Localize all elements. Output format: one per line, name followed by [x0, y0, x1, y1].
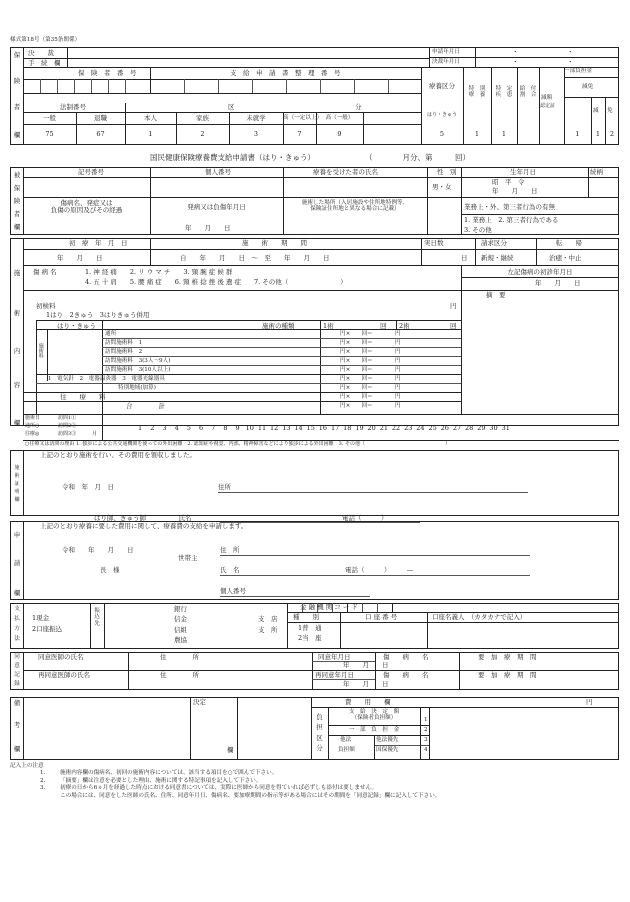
oryo-reason: ○往療又は訪問の理由 1. 独歩による公共交通機関を使っての外出困難 2. 認知症や視覚、内部、精神障害などにより独歩による外出困難 3. その他（ ） — [25, 441, 451, 447]
shoryo-value: 年 月 日 — [57, 254, 103, 262]
day-1: 1 — [138, 424, 143, 432]
hassho-date-value: 年 月 日 — [185, 224, 231, 232]
notes-heading: 記入上の注意 — [10, 763, 44, 769]
code-3: 3 — [253, 130, 259, 138]
re-doctor-label: 再同意医師の氏名 — [38, 671, 90, 679]
tetsuzuki-label: 手 続 欄 — [28, 59, 61, 67]
seikyu-kubun-label: 請求区分 — [481, 239, 507, 247]
danjo-value: 男・女 — [432, 183, 452, 191]
shoken-options: 1はり 2きゅう 3はりきゅう併用 — [46, 311, 150, 319]
patient-side-1: 被 — [13, 171, 21, 179]
insurer-side-2: 険 — [13, 77, 21, 85]
day-23: 23 — [404, 424, 413, 432]
jitsunissu-label: 実日数 — [424, 239, 444, 247]
row-homon-1: 訪問施術料 1 — [105, 340, 143, 346]
row-no-4: 4 — [424, 747, 428, 753]
cert-date: 令和 年 月 日 — [62, 483, 114, 491]
day-29: 29 — [477, 424, 486, 432]
app-side-1: 申 — [13, 531, 21, 539]
row-formula: 円× 回＝ 円 — [340, 394, 401, 400]
patient-side-4: 者 — [13, 210, 21, 218]
ichibu-futan-label: 一部負担金 — [564, 68, 592, 74]
col-honnin: 本人 — [144, 114, 157, 122]
day-12: 12 — [270, 424, 279, 432]
cert-side-3: 証 — [14, 481, 20, 487]
kyufu-bango-label: 支 給 申 請 書 整 理 番 号 — [230, 69, 341, 77]
note-num-2: 2. — [40, 777, 46, 784]
harikyu-label: はり・きゅう — [57, 322, 96, 330]
doctor-jusho-label: 住 所 — [160, 653, 199, 661]
gokei-label: 合 計 — [126, 402, 165, 410]
day-9: 9 — [235, 424, 240, 432]
day-26: 26 — [440, 424, 449, 432]
pay-side-3: 方 — [14, 626, 20, 632]
shinkin-label: 信金 — [174, 615, 187, 623]
form-title-month: （ 月分、第 回） — [365, 153, 470, 162]
note-num-1: 1. — [40, 770, 46, 777]
chiyu-chushi: 治癒・中止 — [549, 254, 582, 262]
tokubetsu-value: 1 — [474, 130, 480, 138]
patient-side-5: 欄 — [13, 223, 21, 231]
row-formula: 円× 回＝ 円 — [340, 349, 401, 355]
app-date: 令和 年 月 日 — [62, 546, 134, 554]
day-17: 17 — [330, 424, 340, 432]
gen-label: 減 — [593, 108, 599, 114]
pay-side-4: 法 — [14, 636, 20, 642]
code-75: 75 — [45, 130, 54, 138]
ryoyo-kubun-sub: はり・きゅう — [426, 112, 457, 118]
day-20: 20 — [367, 424, 376, 432]
consent-side-4: 録 — [14, 681, 20, 687]
gyomu-options-1: 1. 業務上 2. 第三者行為である — [464, 216, 559, 224]
day-3: 3 — [162, 424, 167, 432]
treatment-side-1: 施 — [13, 269, 21, 277]
diseases-row-2: 4. 五 十 肩 5. 腰 痛 症 6. 頸 椎 捻 挫 後 遺 症 7. その他（ ） — [85, 278, 347, 286]
byomei-label: 傷病名、発症又は 負傷の原因及びその経過 — [50, 199, 123, 215]
gyomu-label: 業務上・外、第三者行為の有無 — [464, 203, 555, 211]
remarks-side-1: 備 — [13, 699, 21, 707]
shoshin-label: 左記傷病の初診年月日 — [507, 268, 573, 276]
ryoyo-shimei-label: 療養を受けた者の氏名 — [313, 168, 378, 176]
app-statement: 上記のとおり療養に要した費用に関して、療養費の支給を申請します。 — [40, 522, 248, 530]
pay-opt-furikomi: 2口座振込 — [32, 625, 63, 633]
doi-date-label: 同意年月日 — [318, 653, 351, 661]
notes — [10, 763, 610, 800]
doctor-kikan-label: 要 加 療 期 間 — [478, 653, 537, 661]
remarks-side-2: 考 — [13, 721, 21, 729]
tokubetsu-label: 特 別 療 養 — [468, 86, 486, 99]
kettei-label: 決定 — [193, 698, 206, 706]
insurer-side-4: 欄 — [13, 131, 21, 139]
homon-3-label: 訪問3③ — [58, 431, 77, 437]
re-doctor-jusho-label: 住 所 — [160, 671, 199, 679]
app-side-2: 請 — [13, 559, 21, 567]
pay-opt-genkin: 1現金 — [32, 614, 50, 622]
futan-kubun-label: 負 担 区 分 — [316, 713, 323, 753]
sejutsubi-label: 施術日 — [25, 415, 41, 421]
cert-side-1: 施 — [14, 465, 20, 471]
shisetsu-label: 施術した場所（入居施設や住所地特例等、 保険証住所地と異なる場合に記載） — [301, 200, 409, 213]
day-21: 21 — [379, 424, 388, 432]
kojin-label: 個人番号 — [205, 168, 231, 176]
consent-side-1: 同 — [14, 654, 20, 660]
day-13: 13 — [282, 424, 291, 432]
re-doctor-byomei-label: 傷 病 名 — [383, 671, 429, 679]
row-homon-3b: 訪問施術料 3(10人以上) — [105, 367, 171, 373]
pay-side-1: 支 — [14, 606, 20, 612]
ginko-label: 銀行 — [174, 605, 187, 613]
shinki-keizoku: 新規・継続 — [481, 254, 514, 262]
patient-side-3: 険 — [13, 197, 21, 205]
cert-jusho-label: 住所 — [218, 483, 231, 491]
hokensha-bango-label: 保 険 者 番 号 — [78, 69, 137, 77]
bun-label: 分 — [355, 103, 362, 111]
row-tsusho: 通所 — [105, 331, 117, 337]
cert-denwa-label: 電話（ ） — [342, 514, 388, 522]
shoshin-value: 年 月 日 — [535, 279, 581, 287]
men-label: 免 — [607, 108, 613, 114]
insurer-side-1: 保 — [13, 51, 21, 59]
doi-date-value: 年 月 日 — [343, 661, 389, 669]
tsusho-mark-label: 通所○ — [25, 423, 40, 429]
taho-label: 他法 — [340, 737, 352, 743]
app-shimei-label: 氏 名 — [220, 566, 240, 574]
row-formula: 円× 回＝ 円 — [340, 340, 401, 346]
kinyu-code-label: 金 融 機 関 コ ー ド — [300, 603, 358, 611]
seibetsu-label: 性 別 — [437, 168, 457, 176]
day-30: 30 — [489, 424, 498, 432]
hassho-label: 発病又は負傷年月日 — [187, 203, 246, 211]
shurui-label: 施術の種類 — [262, 322, 295, 330]
tenki-label: 転 帰 — [556, 239, 582, 247]
ichijutsu-label: 1術 — [323, 322, 334, 330]
genseki-label: 減額 — [541, 95, 553, 101]
dot: ・ — [567, 48, 574, 56]
day-5: 5 — [186, 424, 191, 432]
row-formula: 円× 回＝ 円 — [340, 331, 401, 337]
day-25: 25 — [428, 424, 437, 432]
day-8: 8 — [223, 424, 228, 432]
hosei-bango-label: 法制番号 — [60, 103, 86, 111]
setainushi-label: 世帯主 — [178, 554, 198, 562]
furikomi-label: 振 込 先 — [94, 608, 100, 627]
kettei-ran-label: 欄 — [227, 746, 234, 754]
nijutsu-label: 2術 — [399, 322, 410, 330]
col-kou-ittei: 高（一定以上） — [283, 115, 323, 121]
hiyo-label: 費 用 欄 — [345, 698, 391, 706]
kikan-value: 自 年 月 日 〜 至 年 月 日 — [180, 254, 330, 262]
tekiyo-label: 摘 要 — [486, 291, 506, 299]
day-4: 4 — [174, 424, 179, 432]
hiyo-en: 円 — [586, 698, 593, 706]
ryoyo-value: 5 — [439, 130, 445, 138]
dot: ・ — [512, 58, 519, 66]
code-7: 7 — [297, 130, 302, 138]
col-kazoku: 家族 — [196, 114, 209, 122]
day-numbers — [134, 425, 512, 432]
genmen-label: 減免 — [582, 84, 594, 90]
nichi-label: 日 — [461, 254, 468, 262]
shiten-label: 支 店 — [258, 615, 278, 623]
meigi-label: 口座名義人 （カタカナで記入） — [432, 613, 527, 621]
nintei-label: 認定証 — [540, 103, 556, 109]
shobyomei-label: 傷 病 名 — [33, 268, 57, 276]
kai-label-2: 回 — [450, 322, 457, 330]
futangaku-label: 負担額 — [338, 747, 355, 753]
day-22: 22 — [391, 424, 401, 432]
form-title: 国民健康保険療養費支給申請書（はり・きゅう） — [150, 153, 315, 162]
row-formula: 円× 回＝ 円 — [340, 385, 401, 391]
code-9: 9 — [337, 130, 342, 138]
pay-side-2: 払 — [14, 616, 20, 622]
gen-nintei-value: 1 — [575, 130, 580, 138]
re-doi-date-label: 再同意年月日 — [315, 671, 354, 679]
homon-2-label: 訪問2② — [58, 423, 77, 429]
doctor-byomei-label: 傷 病 名 — [383, 653, 429, 661]
taho-yusen-label: 他法優先 — [376, 737, 399, 743]
row-homon-2: 訪問施術料 2 — [105, 349, 143, 355]
row-homon-3a: 訪問施術料 3(3人〜9人) — [105, 358, 171, 364]
seinen-label: 生年月日 — [510, 168, 536, 176]
shisho-label: 支 所 — [258, 626, 278, 634]
row-no-1: 1 — [424, 717, 428, 723]
consent-side-2: 意 — [14, 663, 20, 669]
day-7: 7 — [211, 424, 216, 432]
kyufu-wariai-label: 給 付 割 合 — [519, 86, 537, 99]
day-6: 6 — [198, 424, 204, 432]
code-67: 67 — [96, 130, 105, 138]
app-side-3: 欄 — [13, 589, 21, 597]
kessai-label: 決 裁 — [28, 49, 54, 57]
seinen-value: 年 月 日 — [492, 187, 538, 195]
treatment-side-5: 欄 — [13, 419, 21, 427]
day-27: 27 — [452, 424, 462, 432]
day-19: 19 — [355, 424, 364, 432]
era-values: 昭 平 令 — [492, 178, 525, 186]
note-3: 初療の日から6ヵ月を経過した時点における同意書については、実際に医師から同意を得ていれば必ずしも添付は要しません。 — [60, 785, 378, 792]
note-3-cont: この場合には、同意をした医師の氏名、住所、同意年月日、傷病名、要加療期間の指示等がある場合にはその期間を「同意記録」欄に記入して下さい。 — [60, 792, 441, 799]
ryoyo-kubun-label: 療養区分 — [429, 82, 455, 90]
cert-statement: 上記のとおり施術を行い、その費用を領収しました。 — [40, 451, 196, 459]
futsu-label: 1普 通 — [298, 624, 322, 632]
ichibu-futankin-label: 一 部 負 担 金 — [348, 727, 400, 733]
treatment-side-4: 容 — [13, 381, 21, 389]
dot: ・ — [512, 48, 519, 56]
shikyu-kettei-label: 支 給 決 定 額 （保険者負担額） — [348, 709, 400, 722]
day-11: 11 — [257, 424, 267, 432]
patient-side-2: 保 — [13, 184, 21, 192]
shinsei-date-label: 申請年月日 — [432, 49, 460, 55]
row-tokubetsu-chiiki: 特別地域(加算) — [118, 385, 156, 391]
oryo-label: 往 療 料 — [60, 393, 106, 401]
col-ippan: 一般 — [43, 114, 56, 122]
kokuho-yusen-label: 国保優先 — [376, 747, 399, 753]
app-denwa-label: 電話（ ） — — [345, 566, 414, 574]
ketsugi-date-label: 決裁年月日 — [432, 59, 460, 65]
cert-side-4: 明 — [14, 489, 20, 495]
toza-label: 2当 座 — [298, 634, 322, 642]
day-31: 31 — [501, 424, 510, 432]
re-doi-date-value: 年 月 日 — [343, 680, 389, 688]
row-no-2: 2 — [424, 727, 428, 733]
day-24: 24 — [416, 424, 425, 432]
tokutei-label: 特 定 疾 患 — [495, 86, 513, 99]
ku-label: 区 — [228, 103, 235, 111]
code-1: 1 — [148, 130, 153, 138]
day-2: 2 — [150, 424, 155, 432]
col-mishugaku: 未就学 — [246, 114, 266, 122]
consent-side-3: 記 — [14, 672, 20, 678]
shoryo-label: 初 療 年 月 日 — [69, 239, 128, 247]
homon-1-label: 訪問1① — [58, 415, 77, 421]
day-15: 15 — [306, 424, 315, 432]
oryo-mark-label: 往療◎ — [25, 431, 40, 437]
diseases-row-1: 1. 神 経 痛 2. リ ウ マ チ 3. 頸 腕 症 候 群 — [85, 268, 233, 276]
app-jusho-label: 住 所 — [220, 546, 240, 554]
dot: ・ — [567, 58, 574, 66]
tokutei-value: 1 — [501, 130, 507, 138]
code-2: 2 — [200, 130, 205, 138]
shoken-label: 初検料 — [36, 302, 56, 310]
application-section — [10, 521, 619, 600]
cert-side-2: 術 — [14, 473, 20, 479]
sejutsu-kikan-label: 施 術 期 間 — [242, 239, 307, 247]
day-18: 18 — [343, 424, 352, 432]
day-16: 16 — [318, 424, 328, 432]
shubetsu-label: 種 別 — [293, 613, 319, 621]
cert-shimei-label: はり師、きゅう師 氏名 — [94, 514, 192, 522]
treatment-side-3: 内 — [13, 347, 21, 355]
app-kojin-label: 個人番号 — [220, 587, 246, 595]
re-doctor-kikan-label: 要 加 療 期 間 — [478, 671, 537, 679]
day-10: 10 — [245, 424, 254, 432]
row-formula: 円× 回＝ 円 — [340, 376, 401, 382]
koza-bango-label: 口 座 番 号 — [365, 613, 398, 621]
row-formula: 円× 回＝ 円 — [340, 367, 401, 373]
row-denki: 1 電気針 2 電器温灸器 3 電器光線器具 — [48, 376, 165, 382]
note-2: 「摘要」欄は注意を必要とした理由、施術に関する特記事項を記入して下さい。 — [60, 777, 262, 784]
note-1: 施術内容欄の傷病名、初回の施術内容については、該当する項目を○で囲んで下さい。 — [60, 770, 278, 777]
day-14: 14 — [294, 424, 303, 432]
cert-side-5: 欄 — [14, 497, 20, 503]
sejutsu-ryo-label: 施術料 — [37, 343, 44, 358]
men-value: 2 — [609, 130, 615, 138]
tsuki-label: 月 — [92, 431, 98, 437]
col-kou-ippan: 高（一般） — [325, 115, 354, 121]
doctor-label: 同意医師の氏名 — [38, 653, 84, 661]
gen-value: 1 — [595, 130, 601, 138]
shinkumi-label: 信組 — [174, 626, 187, 634]
gyomu-options-2: 3. その他 — [464, 226, 492, 234]
kigo-label: 記号番号 — [78, 168, 104, 176]
insurer-side-3: 者 — [13, 103, 21, 111]
kai-label-1: 回 — [380, 322, 387, 330]
nokyo-label: 農協 — [174, 636, 187, 644]
row-formula: 円× 回＝ 円 — [340, 403, 401, 409]
cho-sama: 長 様 — [100, 566, 120, 574]
col-taishoku: 退職 — [94, 114, 107, 122]
remarks-side-3: 欄 — [13, 745, 21, 753]
shoken-en: 円 — [450, 302, 457, 310]
zokugara-label: 続柄 — [590, 168, 603, 176]
form-number: 様式第18号（第35条関係） — [10, 37, 81, 43]
row-formula: 円× 回＝ 円 — [340, 358, 401, 364]
note-num-3: 3. — [40, 785, 46, 792]
treatment-side-2: 術 — [13, 309, 21, 317]
day-28: 28 — [465, 424, 474, 432]
row-no-3: 3 — [424, 737, 428, 743]
